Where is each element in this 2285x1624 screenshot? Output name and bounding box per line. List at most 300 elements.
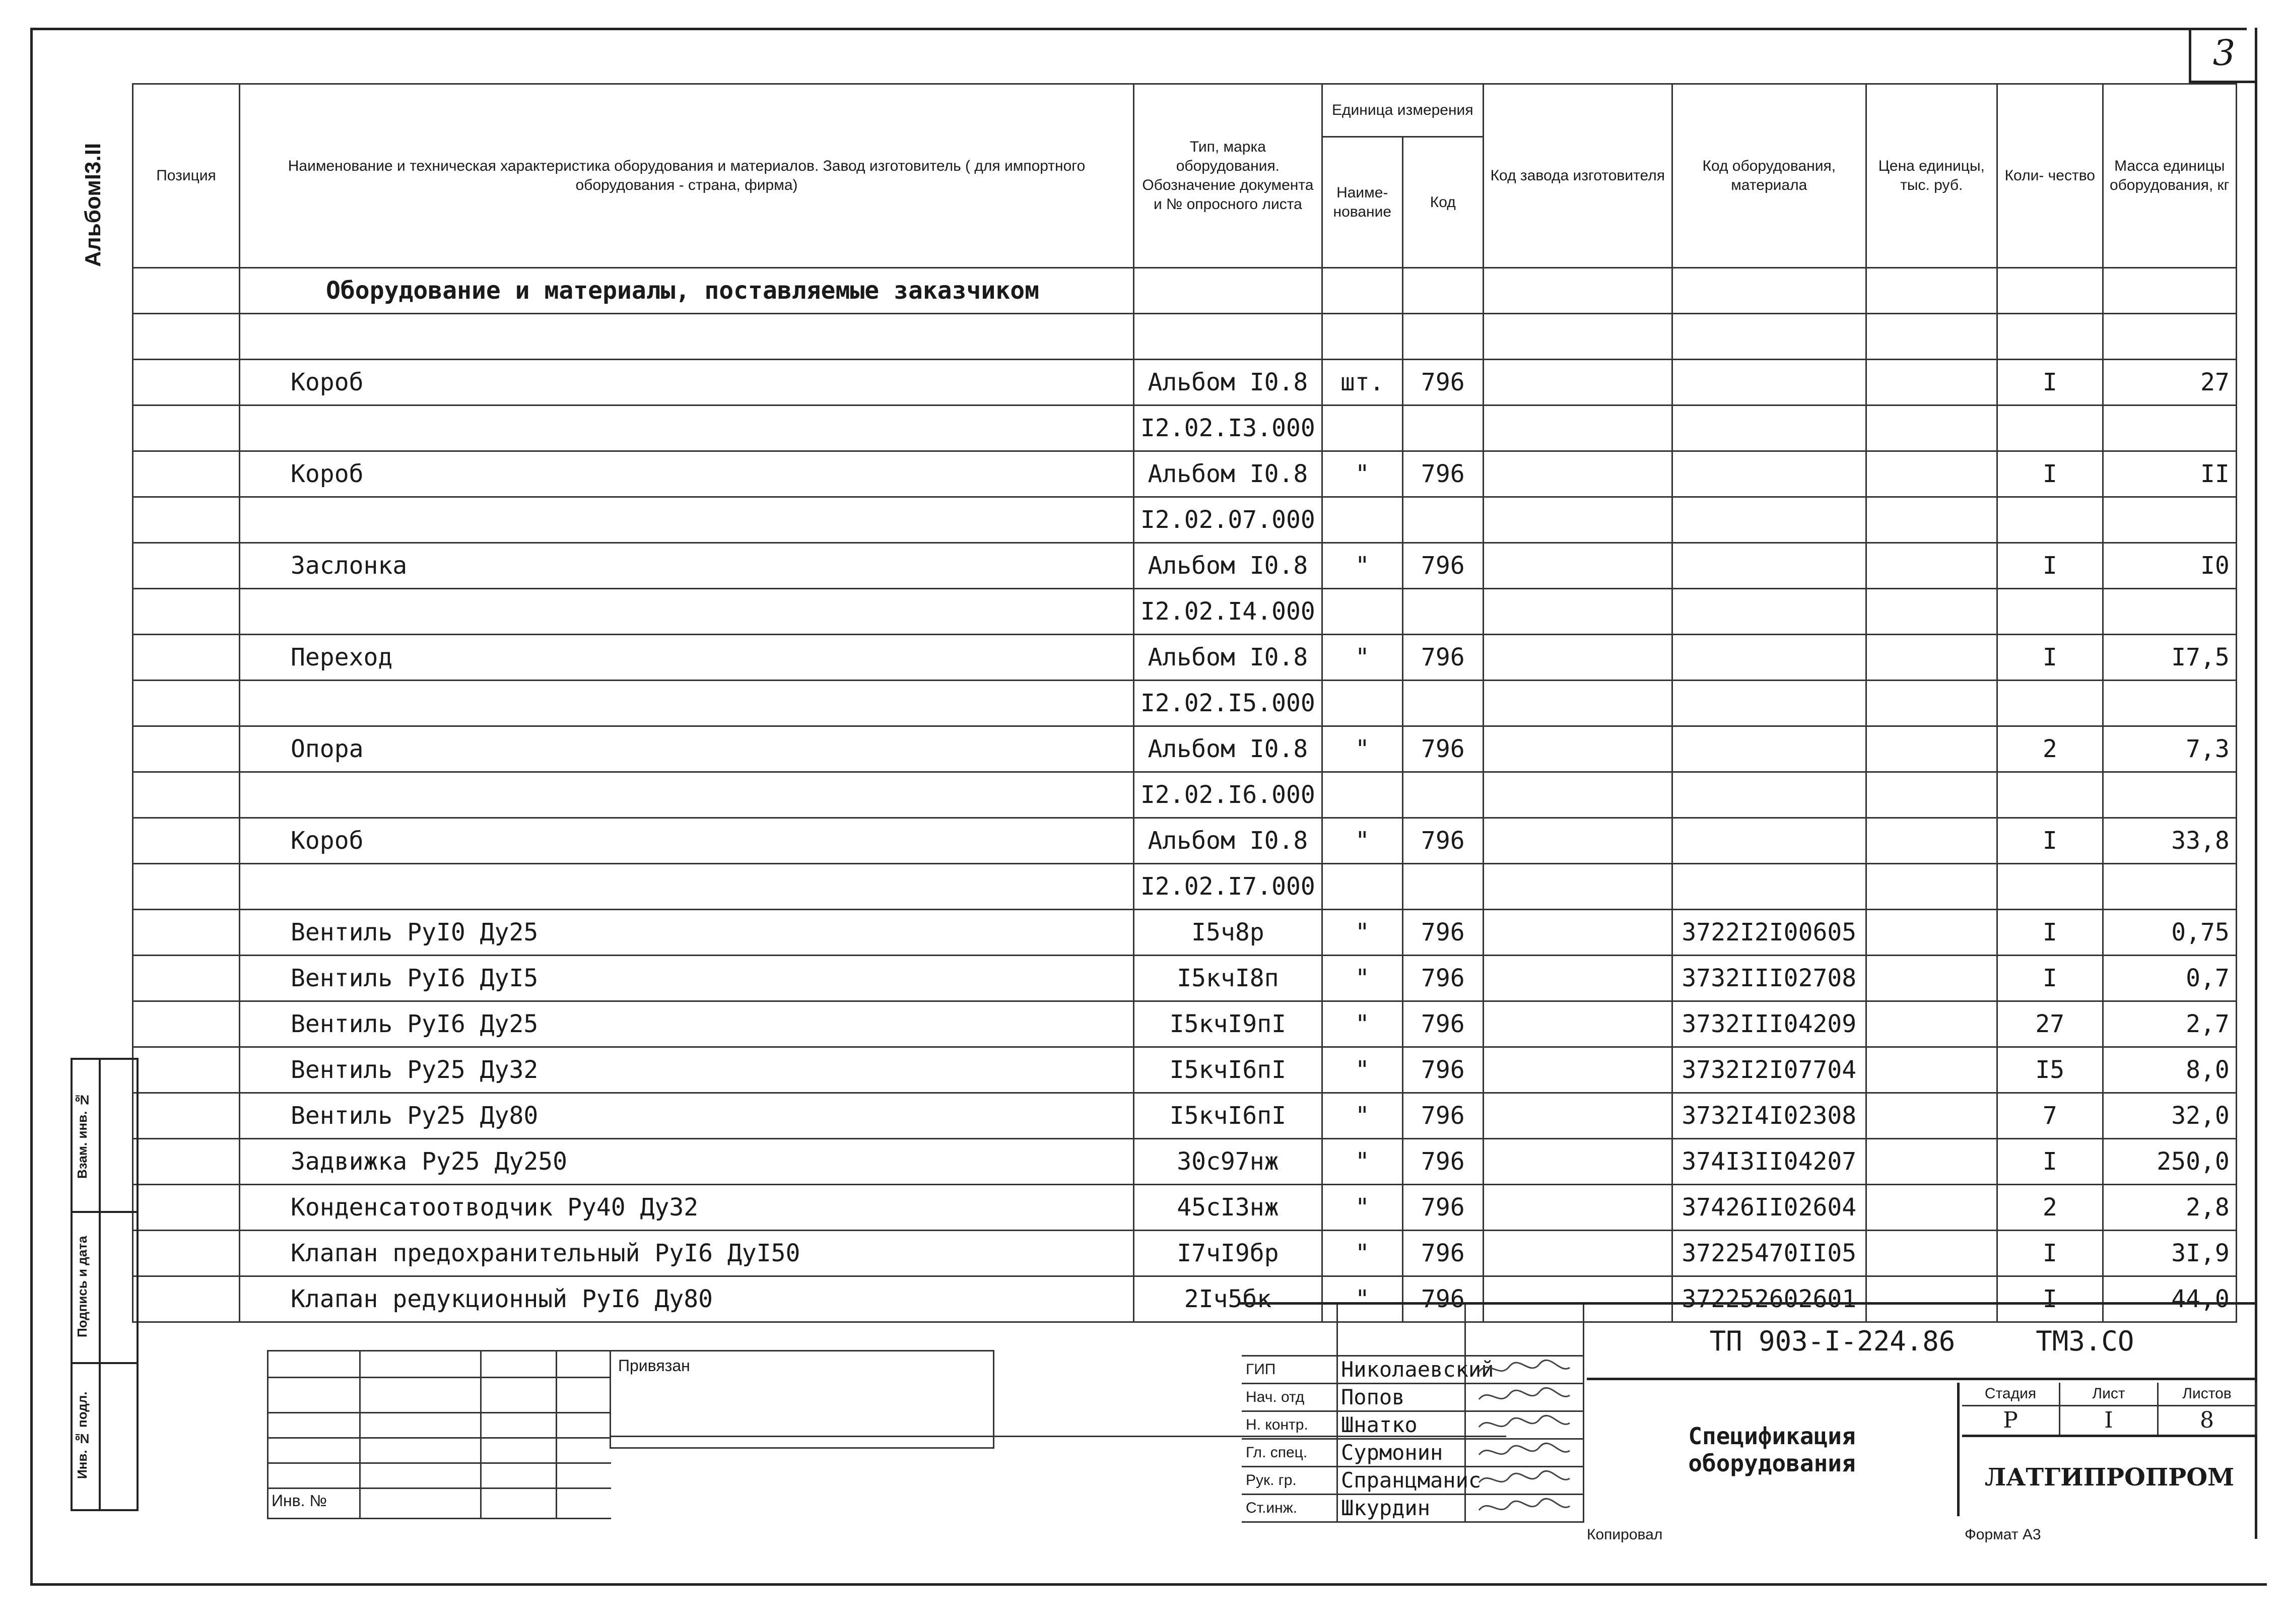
factory-code [1483,589,1672,635]
organization-name: ЛАТГИПРОПРОМ [1984,1463,2235,1492]
item-unit-code [1402,497,1483,543]
factory-code [1483,681,1672,726]
price [1866,405,1997,451]
item-type: Альбом I0.8 [1134,451,1322,497]
equipment-code: 372252602601 [1672,1276,1866,1322]
specification-table [132,83,2237,1323]
item-type: I2.02.07.000 [1134,497,1322,543]
item-mass: 44,0 [2103,1276,2236,1322]
table-row [133,1185,2237,1231]
position-cell [133,360,240,405]
item-mass: I0 [2103,543,2236,589]
item-name: Короб [240,360,1134,405]
item-quantity [1997,772,2103,818]
person-name: Шнатко [1338,1412,1466,1438]
table-row [133,772,2237,818]
item-quantity: 7 [1997,1093,2103,1139]
equipment-code [1672,681,1866,726]
price [1866,1001,1997,1047]
factory-code [1483,956,1672,1001]
header-equipment-code: Код оборудования, материала [1672,84,1866,268]
position-cell [133,497,240,543]
header-name: Наименование и техническая характеристика оборудования и материалов. Завод изготовитель ( для импортного оборудования - страна, фирма) [240,84,1134,268]
equipment-code: 3732III04209 [1672,1001,1866,1047]
item-type: 30с97нж [1134,1139,1322,1185]
equipment-code [1672,772,1866,818]
item-unit: " [1322,818,1402,864]
item-quantity [1997,864,2103,910]
item-type: I5кчI8п [1134,956,1322,1001]
item-name [240,864,1134,910]
factory-code [1483,1231,1672,1276]
item-unit: " [1322,1231,1402,1276]
item-unit-code [1402,864,1483,910]
item-unit: шт. [1322,360,1402,405]
item-name [240,405,1134,451]
item-quantity: I5 [1997,1047,2103,1093]
price [1866,451,1997,497]
equipment-code [1672,497,1866,543]
table-row [133,497,2237,543]
price [1866,956,1997,1001]
price [1866,772,1997,818]
item-type: Альбом I0.8 [1134,818,1322,864]
equipment-code: 3732III02708 [1672,956,1866,1001]
position-cell [133,543,240,589]
person-name: Сурмонин [1338,1440,1466,1466]
sheet-label: Лист [2060,1383,2159,1405]
item-quantity [1997,681,2103,726]
original-inv-label: Инв. № подл. [75,1391,90,1479]
factory-code [1483,726,1672,772]
price [1866,589,1997,635]
item-type [1134,314,1322,360]
item-mass: 0,7 [2103,956,2236,1001]
item-mass [2103,772,2236,818]
item-unit-code: 796 [1402,635,1483,681]
item-mass: 3I,9 [2103,1231,2236,1276]
price [1866,635,1997,681]
item-quantity: 2 [1997,1185,2103,1231]
header-quantity: Коли- чество [1997,84,2103,268]
item-mass: 32,0 [2103,1093,2236,1139]
binding-grid [267,1350,611,1519]
item-quantity: I [1997,1231,2103,1276]
table-row [133,635,2237,681]
signature-scribble [1466,1467,1584,1494]
factory-code [1483,405,1672,451]
item-unit [1322,864,1402,910]
item-unit-code: 796 [1402,1001,1483,1047]
equipment-code: 374I3II04207 [1672,1139,1866,1185]
header-position: Позиция [133,84,240,268]
factory-code [1483,772,1672,818]
equipment-code: 3732I4I02308 [1672,1093,1866,1139]
header-price: Цена единицы, тыс. руб. [1866,84,1997,268]
item-name [240,589,1134,635]
equipment-code [1672,405,1866,451]
item-name: Задвижка Ру25 Ду250 [240,1139,1134,1185]
role-label: Гл. спец. [1242,1440,1338,1466]
item-name: Вентиль Ру25 Ду32 [240,1047,1134,1093]
signature-row [1242,1357,1584,1384]
signature-scribble [1466,1384,1584,1410]
item-mass: 250,0 [2103,1139,2236,1185]
document-title [1587,1383,1960,1516]
factory-code [1483,910,1672,956]
price [1866,360,1997,405]
position-cell [133,772,240,818]
item-type: I2.02.I7.000 [1134,864,1322,910]
item-name [240,772,1134,818]
binding-block [267,1350,977,1516]
stage-value: Р [1962,1406,2060,1435]
role-label: Рук. гр. [1242,1467,1338,1494]
position-cell [133,635,240,681]
item-mass: II [2103,451,2236,497]
item-type: Альбом I0.8 [1134,635,1322,681]
item-unit-code: 796 [1402,956,1483,1001]
item-name: Конденсатоотводчик Ру40 Ду32 [240,1185,1134,1231]
item-unit: " [1322,635,1402,681]
factory-code [1483,360,1672,405]
position-cell [133,1231,240,1276]
factory-code [1483,1139,1672,1185]
item-mass [2103,314,2236,360]
bound-label: Привязан [610,1350,994,1449]
side-strip [71,1058,139,1511]
item-unit-code [1402,405,1483,451]
factory-code [1483,1001,1672,1047]
item-name: Вентиль РуI6 ДуI5 [240,956,1134,1001]
item-unit-code: 796 [1402,1093,1483,1139]
position-cell [133,1001,240,1047]
factory-code [1483,497,1672,543]
item-mass [2103,405,2236,451]
item-type: I5кчI9пI [1134,1001,1322,1047]
item-unit: " [1322,1047,1402,1093]
item-unit-code: 796 [1402,360,1483,405]
item-quantity [1997,405,2103,451]
item-unit-code: 796 [1402,726,1483,772]
position-cell [133,956,240,1001]
header-mass: Масса единицы оборудования, кг [2103,84,2236,268]
position-cell [133,405,240,451]
signature-scribble [1466,1412,1584,1438]
item-quantity: I [1997,543,2103,589]
stage-label: Стадия [1962,1383,2060,1405]
item-unit: " [1322,1139,1402,1185]
copied-label: Копировал [1587,1526,1663,1543]
item-mass [2103,681,2236,726]
table-row [133,543,2237,589]
item-unit [1322,314,1402,360]
price [1866,1231,1997,1276]
price [1866,681,1997,726]
item-type: Альбом I0.8 [1134,360,1322,405]
factory-code [1483,543,1672,589]
item-name: Короб [240,818,1134,864]
item-quantity: I [1997,1276,2103,1322]
price [1866,910,1997,956]
position-cell [133,726,240,772]
table-row [133,910,2237,956]
role-label: Н. контр. [1242,1412,1338,1438]
item-unit-code [1402,772,1483,818]
item-unit: " [1322,451,1402,497]
factory-code [1483,1047,1672,1093]
table-row [133,451,2237,497]
price [1866,864,1997,910]
item-unit-code [1402,314,1483,360]
signature-row [1242,1384,1584,1412]
factory-code [1483,314,1672,360]
signature-grid [1242,1305,1584,1520]
item-name [240,681,1134,726]
item-name: Клапан предохранительный РуI6 ДуI50 [240,1231,1134,1276]
item-mass: 0,75 [2103,910,2236,956]
item-type: 45сI3нж [1134,1185,1322,1231]
item-name: Вентиль Ру25 Ду80 [240,1093,1134,1139]
item-mass: I7,5 [2103,635,2236,681]
item-quantity [1997,497,2103,543]
table-row [133,589,2237,635]
price [1866,1185,1997,1231]
factory-code [1483,1093,1672,1139]
position-cell [133,1047,240,1093]
price [1866,314,1997,360]
item-name [240,497,1134,543]
item-unit: " [1322,910,1402,956]
header-unit-code: Код [1402,137,1483,268]
item-unit-code [1402,681,1483,726]
item-unit-code: 796 [1402,1185,1483,1231]
item-unit [1322,681,1402,726]
item-unit-code: 796 [1402,451,1483,497]
header-type-mark: Тип, марка оборудования. Обозначение документа и № опросного листа [1134,84,1322,268]
item-name: Вентиль РуI6 Ду25 [240,1001,1134,1047]
person-name: Николаевский [1338,1357,1466,1383]
equipment-code: 3722I2I00605 [1672,910,1866,956]
item-type: I2.02.I3.000 [1134,405,1322,451]
item-mass: 27 [2103,360,2236,405]
item-quantity: I [1997,635,2103,681]
item-name: Заслонка [240,543,1134,589]
item-mass: 2,7 [2103,1001,2236,1047]
section-title: Оборудование и материалы, поставляемые заказчиком [240,268,1134,314]
role-label: Ст.инж. [1242,1495,1338,1521]
equipment-code: 37225470II05 [1672,1231,1866,1276]
item-mass [2103,864,2236,910]
factory-code [1483,1185,1672,1231]
item-type: Альбом I0.8 [1134,543,1322,589]
item-mass: 7,3 [2103,726,2236,772]
item-unit: " [1322,726,1402,772]
table-row [133,1139,2237,1185]
item-unit: " [1322,543,1402,589]
item-quantity: I [1997,818,2103,864]
item-type: I2.02.I5.000 [1134,681,1322,726]
signature-row [1242,1440,1584,1467]
item-mass: 2,8 [2103,1185,2236,1231]
position-cell [133,1185,240,1231]
price [1866,818,1997,864]
format-label: Формат А3 [1965,1526,2041,1543]
item-unit-code: 796 [1402,1276,1483,1322]
table-row [133,818,2237,864]
item-unit: " [1322,1093,1402,1139]
table-row [133,956,2237,1001]
item-type: I2.02.I6.000 [1134,772,1322,818]
position-cell [133,864,240,910]
signature-scribble [1466,1440,1584,1466]
equipment-code [1672,864,1866,910]
person-name: Попов [1338,1384,1466,1410]
item-type: Альбом I0.8 [1134,726,1322,772]
price [1866,543,1997,589]
table-row [133,726,2237,772]
replaced-inv-label: Взам. инв. № [75,1092,90,1179]
equipment-code [1672,314,1866,360]
table-row [133,1231,2237,1276]
sheet-value: I [2060,1406,2159,1435]
price [1866,1047,1997,1093]
signature-row [1242,1412,1584,1440]
album-label: АльбомI3.II [81,143,105,267]
factory-code [1483,635,1672,681]
section-position-cell [133,268,240,314]
item-name: Клапан редукционный РуI6 Ду80 [240,1276,1134,1322]
stage-block [1962,1383,2257,1516]
document-code [1587,1305,2257,1380]
item-mass: 33,8 [2103,818,2236,864]
price [1866,497,1997,543]
item-quantity: I [1997,451,2103,497]
item-unit [1322,497,1402,543]
item-unit-code: 796 [1402,1139,1483,1185]
item-unit: " [1322,1185,1402,1231]
sheets-value: 8 [2159,1406,2257,1435]
position-cell [133,1093,240,1139]
document-title-line-1: Спецификация [1688,1422,1856,1450]
item-unit-code: 796 [1402,818,1483,864]
table-row [133,1047,2237,1093]
table-row [133,405,2237,451]
equipment-code [1672,451,1866,497]
price [1866,1139,1997,1185]
factory-code [1483,451,1672,497]
item-unit [1322,772,1402,818]
header-unit-name: Наиме- нование [1322,137,1402,268]
item-quantity [1997,589,2103,635]
position-cell [133,818,240,864]
role-label: ГИП [1242,1357,1338,1383]
equipment-code [1672,726,1866,772]
document-mark: ТМ3.СО [2036,1325,2134,1357]
item-mass: 8,0 [2103,1047,2236,1093]
item-mass [2103,497,2236,543]
item-quantity: 27 [1997,1001,2103,1047]
item-unit-code: 796 [1402,910,1483,956]
position-cell [133,589,240,635]
item-quantity: 2 [1997,726,2103,772]
position-cell [133,681,240,726]
person-name: Шкурдин [1338,1495,1466,1521]
table-row [133,1093,2237,1139]
item-name: Переход [240,635,1134,681]
position-cell [133,451,240,497]
item-quantity: I [1997,360,2103,405]
item-name: Вентиль РуI0 Ду25 [240,910,1134,956]
item-name [240,314,1134,360]
inventory-label: Инв. № [272,1492,327,1510]
item-unit: " [1322,956,1402,1001]
signature-row [1242,1495,1584,1523]
document-number: ТП 903-I-224.86 [1709,1325,1956,1357]
item-type: I5кчI6пI [1134,1047,1322,1093]
item-unit: " [1322,1276,1402,1322]
equipment-code: 37426II02604 [1672,1185,1866,1231]
item-quantity: I [1997,1139,2103,1185]
equipment-code [1672,589,1866,635]
item-unit: " [1322,1001,1402,1047]
factory-code [1483,818,1672,864]
sheets-label: Листов [2159,1383,2257,1405]
signature-row [1242,1467,1584,1495]
equipment-code: 3732I2I07704 [1672,1047,1866,1093]
position-cell [133,1276,240,1322]
position-cell [133,314,240,360]
item-quantity: I [1997,910,2103,956]
equipment-code [1672,818,1866,864]
signature-scribble [1466,1357,1584,1383]
table-row [133,864,2237,910]
equipment-code [1672,543,1866,589]
item-unit [1322,589,1402,635]
item-type: I7чI9бр [1134,1231,1322,1276]
role-label: Нач. отд [1242,1384,1338,1410]
signature-scribble [1466,1495,1584,1521]
position-cell [133,910,240,956]
item-quantity [1997,314,2103,360]
item-unit-code [1402,589,1483,635]
item-quantity: I [1997,956,2103,1001]
equipment-code [1672,360,1866,405]
item-unit-code: 796 [1402,1231,1483,1276]
equipment-code [1672,635,1866,681]
signature-date-label: Подпись и дата [75,1236,90,1337]
price [1866,726,1997,772]
item-unit [1322,405,1402,451]
person-name: Спранцманис [1338,1467,1466,1494]
header-factory-code: Код завода изготовителя [1483,84,1672,268]
item-name: Короб [240,451,1134,497]
item-unit-code: 796 [1402,543,1483,589]
table-row [133,681,2237,726]
table-row [133,1001,2237,1047]
item-type: I5кчI6пI [1134,1093,1322,1139]
table-row [133,314,2237,360]
item-name: Опора [240,726,1134,772]
position-cell [133,1139,240,1185]
item-type: I2.02.I4.000 [1134,589,1322,635]
document-title-line-2: оборудования [1688,1449,1856,1477]
item-unit-code: 796 [1402,1047,1483,1093]
sheet-number: 3 [2189,28,2257,83]
price [1866,1093,1997,1139]
item-mass [2103,589,2236,635]
factory-code [1483,864,1672,910]
